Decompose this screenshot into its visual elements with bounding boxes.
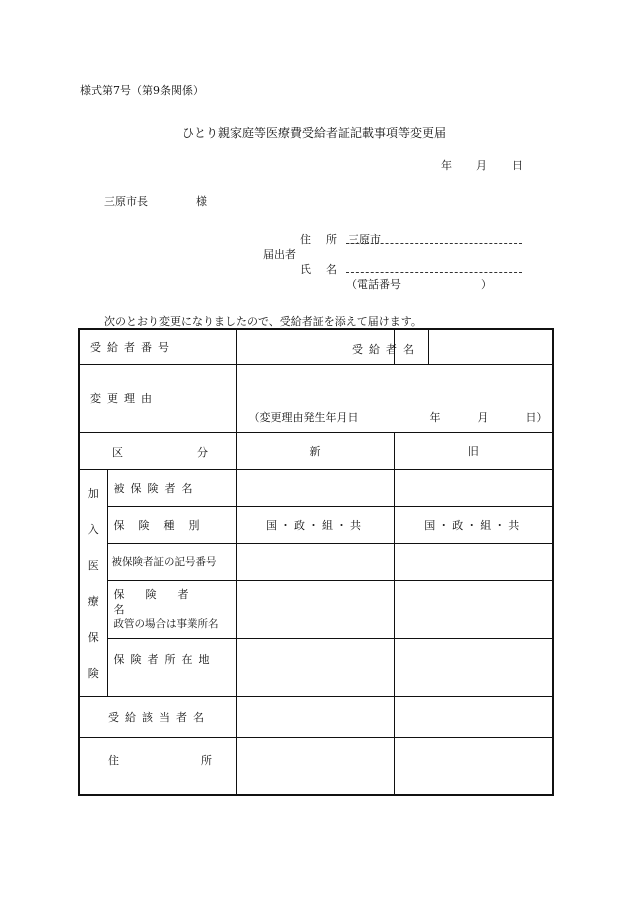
recipient-name-label-text: 受給者名 (352, 343, 420, 356)
category-header (79, 432, 236, 469)
name-label: 氏 名 (300, 263, 339, 276)
honorific: 様 (196, 195, 207, 208)
card-number-label: 被保険者証の記号番号 (107, 543, 236, 580)
reason-year: 年 (429, 410, 441, 424)
address-label: 住 所 (300, 233, 339, 246)
date-month: 月 (476, 159, 487, 172)
insurer-address-label: 保険者所在地 (107, 638, 236, 696)
insurance-type-label: 保険種別 (107, 506, 236, 543)
addressee: 三原市長 (104, 195, 148, 208)
date-day: 日 (512, 159, 523, 172)
insurer-name-new[interactable] (236, 580, 394, 638)
insurer-address-old[interactable] (394, 638, 553, 696)
card-number-new[interactable] (236, 543, 394, 580)
reason-day: 日） (525, 410, 548, 424)
address-old[interactable] (394, 737, 553, 795)
new-header: 新 (236, 432, 394, 469)
category-label-a: 区 (112, 445, 123, 459)
reason-field[interactable] (236, 364, 553, 432)
insurance-type-old[interactable]: 国・政・組・共 (394, 506, 553, 543)
insured-name-old[interactable] (394, 469, 553, 506)
address-line[interactable] (346, 243, 522, 244)
address-value: 三原市 (348, 233, 381, 246)
card-number-old[interactable] (394, 543, 553, 580)
address-label-b: 所 (201, 753, 212, 767)
old-header: 旧 (394, 432, 553, 469)
insurance-side-label: 加 入 医 療 保 険 (79, 469, 107, 696)
reason-date-label: （変更理由発生年月日 (248, 410, 359, 424)
reason-label-cell (79, 364, 236, 432)
recipient-number-label: 受給者番号 (79, 329, 236, 364)
date-year: 年 (441, 159, 452, 172)
address-label-a: 住 (108, 753, 119, 767)
insured-name-new[interactable] (236, 469, 394, 506)
form-title: ひとり親家庭等医療費受給者証記載事項等変更届 (182, 126, 447, 140)
applicant-label: 届出者 (263, 248, 296, 261)
category-label-b: 分 (197, 445, 208, 459)
insurer-name-label: 保険者名 政管の場合は事業所名 (107, 580, 236, 638)
intro-text: 次のとおり変更になりましたので、受給者証を添えて届けます。 (104, 315, 422, 328)
name-line[interactable] (346, 272, 522, 273)
reason-label: 変更理由 (90, 392, 158, 405)
change-form-table (78, 328, 554, 796)
recipient-name-field[interactable] (428, 329, 553, 364)
insurer-address-new[interactable] (236, 638, 394, 696)
insurance-type-new[interactable]: 国・政・組・共 (236, 506, 394, 543)
eligible-name-label: 受給該当者名 (79, 696, 236, 737)
eligible-name-old[interactable] (394, 696, 553, 737)
phone-close: ） (481, 278, 492, 291)
address-new[interactable] (236, 737, 394, 795)
recipient-name-divider (428, 329, 429, 364)
insured-name-label: 被保険者名 (107, 469, 236, 506)
phone-label: （電話番号 (346, 278, 401, 291)
eligible-name-new[interactable] (236, 696, 394, 737)
insurer-name-old[interactable] (394, 580, 553, 638)
address-row-label (79, 737, 236, 795)
reason-month: 月 (477, 410, 489, 424)
form-number: 様式第7号（第9条関係） (80, 84, 204, 97)
